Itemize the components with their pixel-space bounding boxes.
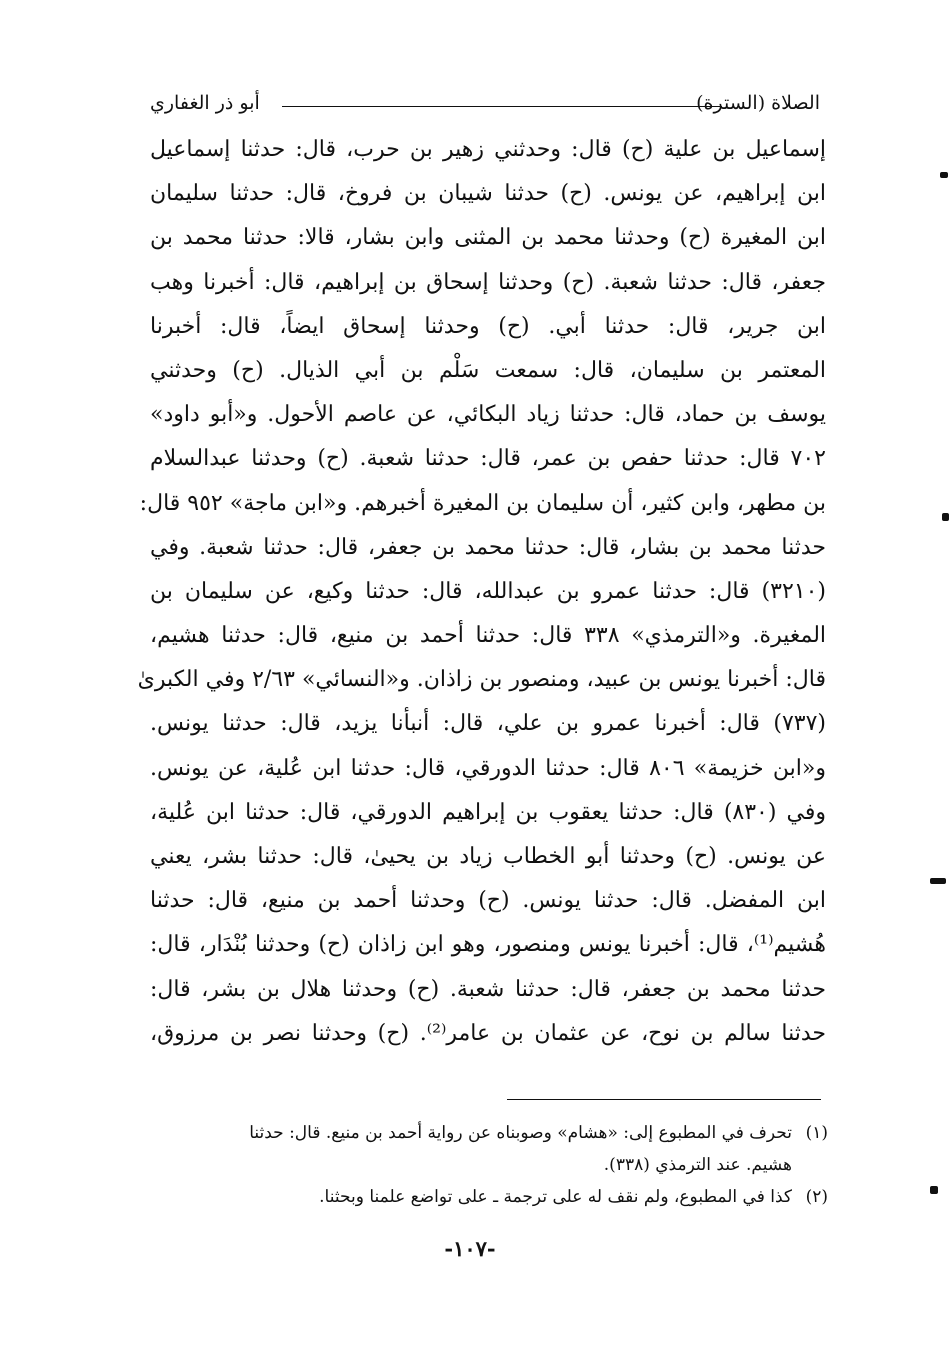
text-line: ابن إبراهيم، عن يونس. (ح) حدثنا شيبان بن فروخ، قال: حدثنا سليمان [150, 181, 826, 207]
text-line: إسماعيل بن علية (ح) قال: وحدثني زهير بن حرب، قال: حدثنا إسماعيل [150, 137, 826, 162]
scan-mark [940, 172, 948, 178]
scan-mark [930, 1186, 938, 1194]
footnote-1-continuation: هشيم. عند الترمذي (٣٣٨). [603, 1155, 792, 1175]
text-line: حدثنا سالم بن نوح، عن عثمان بن عامر⁽²⁾. (ح) وحدثنا نصر بن مرزوق، [150, 1020, 826, 1046]
running-header [150, 92, 820, 122]
text-line: قال: أخبرنا يونس بن عبيد، ومنصور بن زاذان. و«النسائي» ٢/٦٣ وفي الكبرىٰ [137, 667, 826, 693]
text-line: و«ابن خزيمة» ٨٠٦ قال: حدثنا الدورقي، قال: حدثنا ابن عُلية، عن يونس. [150, 755, 826, 781]
text-line: ابن جرير، قال: حدثنا أبي. (ح) وحدثنا إسحاق ايضاً، قال: أخبرنا [150, 313, 826, 339]
text-line: المعتمر بن سليمان، قال: سمعت سَلْم بن أبي الذيال. (ح) وحدثني [150, 357, 826, 383]
main-text [137, 128, 827, 1056]
footnote-separator [507, 1099, 821, 1100]
text-line: عن يونس. (ح) وحدثنا أبو الخطاب زياد بن يحيىٰ، قال: حدثنا بشر، يعني [150, 844, 826, 869]
text-line: هُشيم⁽¹⁾، قال: أخبرنا يونس ومنصور، وهو ابن زاذان (ح) وحدثنا بُنْدَار، قال: [150, 932, 826, 958]
text-line: ٧٠٢ قال: حدثنا حفص بن عمر، قال: حدثنا شعبة. (ح) وحدثنا عبدالسلام [150, 446, 826, 472]
footnote-number: (١) [805, 1123, 828, 1143]
text-line: وفي (٨٣٠) قال: حدثنا يعقوب بن إبراهيم الدورقي، قال: حدثنا ابن عُلية، [150, 799, 826, 825]
footnotes [138, 1117, 828, 1213]
page-number: -١٠٧- [444, 1236, 496, 1261]
text-line: (٣٢١٠) قال: حدثنا عمرو بن عبدالله، قال: حدثنا وكيع، عن سليمان بن [150, 578, 826, 604]
text-line: ابن المغيرة (ح) وحدثنا محمد بن المثنى وابن بشار، قالا: حدثنا محمد بن [150, 225, 826, 251]
text-line: حدثنا محمد بن جعفر، قال: حدثنا شعبة. (ح) وحدثنا هلال بن بشر، قال: [150, 976, 826, 1002]
section-title: أبو ذر الغفاري [150, 92, 260, 114]
footnote-text: كذا في المطبوع، ولم نقف له على ترجمة ـ على تواضع علمنا وبحثنا. [319, 1187, 792, 1207]
text-line: بن مطهر، وابن كثير، أن سليمان بن المغيرة أخبرهم. و«ابن ماجة» ٩٥٢ قال: [139, 490, 826, 516]
text-line: حدثنا محمد بن بشار، قال: حدثنا محمد بن جعفر، قال: حدثنا شعبة. وفي [150, 534, 826, 560]
text-line: المغيرة. و«الترمذي» ٣٣٨ قال: حدثنا أحمد بن منيع، قال: حدثنا هشيم، [150, 623, 827, 649]
header-rule [282, 106, 722, 107]
footnote-number: (٢) [805, 1187, 828, 1207]
text-line: جعفر، قال: حدثنا شعبة. (ح) وحدثنا إسحاق بن إبراهيم، قال: أخبرنا وهب [150, 269, 826, 295]
scan-mark [930, 878, 946, 884]
footnote-2 [138, 1181, 828, 1213]
text-line: (٧٣٧) قال: أخبرنا عمرو بن علي، قال: أنبأنا يزيد، قال: حدثنا يونس. [150, 711, 826, 737]
text-line: ابن المفضل. قال: حدثنا يونس. (ح) وحدثنا أحمد بن منيع، قال: حدثنا [150, 888, 826, 914]
footnote-1 [138, 1117, 828, 1149]
scan-mark [942, 513, 949, 521]
text-line: يوسف بن حماد، قال: حدثنا زياد البكائي، عن عاصم الأحول. و«أبو داود» [150, 402, 826, 428]
chapter-title: الصلاة (السترة) [696, 92, 820, 114]
footnote-text: تحرف في المطبوع إلى: «هشام» وصوبناه عن رواية أحمد بن منيع. قال: حدثنا [249, 1123, 792, 1143]
